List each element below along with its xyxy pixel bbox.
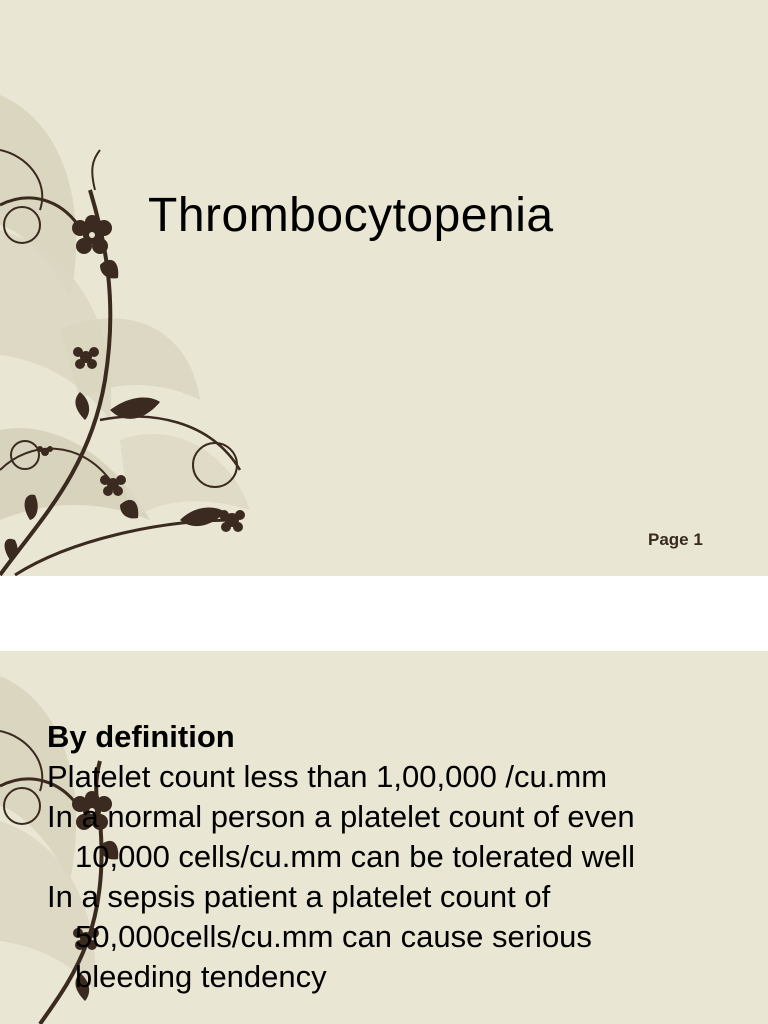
bullet-3: In a sepsis patient a platelet count of <box>47 879 551 914</box>
bullet-1: Platelet count less than 1,00,000 /cu.mm <box>47 759 608 794</box>
bullet-2: In a normal person a platelet count of even <box>47 799 635 834</box>
definition-heading: By definition <box>47 719 235 754</box>
bullet-3-continuation-2: bleeding tendency <box>75 959 327 994</box>
slide-body <box>47 717 747 997</box>
slide-separator <box>0 576 768 651</box>
bullet-2-continuation: 10,000 cells/cu.mm can be tolerated well <box>75 839 636 874</box>
bullet-3-continuation: 50,000cells/cu.mm can cause serious <box>75 919 592 954</box>
page-number-label: Page 1 <box>648 530 703 549</box>
slide-title: Thrombocytopenia <box>148 189 554 242</box>
floral-vine-decoration-icon <box>0 0 260 576</box>
slide-2 <box>0 651 768 1024</box>
